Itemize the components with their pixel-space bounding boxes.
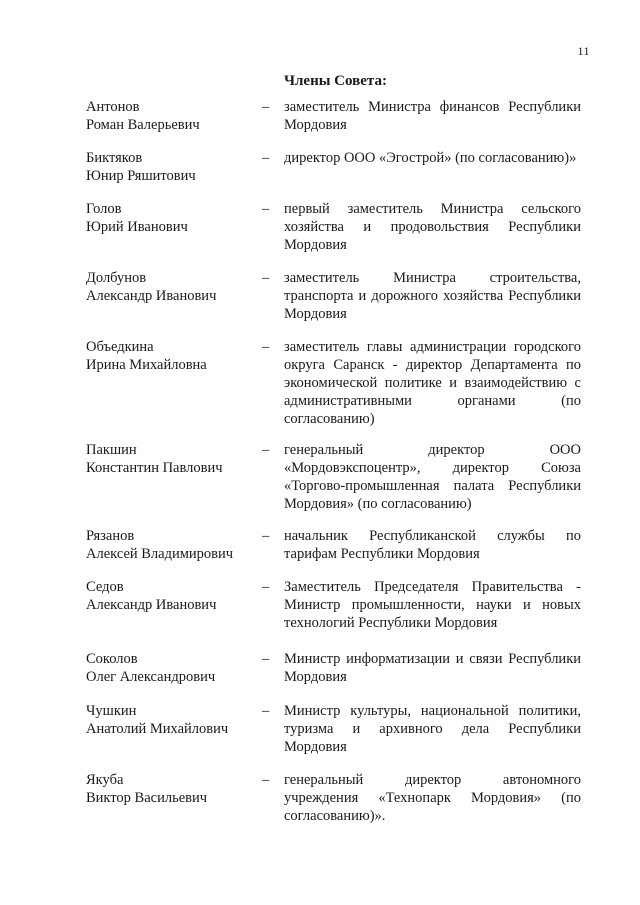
member-given-name: Олег Александрович bbox=[86, 669, 216, 685]
member-given-name: Юрий Иванович bbox=[86, 219, 188, 235]
separator-dash: – bbox=[262, 651, 270, 667]
member-name bbox=[86, 578, 266, 614]
member-given-name: Роман Валерьевич bbox=[86, 117, 200, 133]
member-name bbox=[86, 702, 266, 738]
member-position: директор ООО «Эгострой» (по согласованию)» bbox=[284, 150, 577, 166]
member-surname: Биктяков bbox=[86, 150, 143, 166]
member-name bbox=[86, 771, 266, 807]
member-given-name: Константин Павлович bbox=[86, 460, 223, 476]
member-surname: Пакшин bbox=[86, 442, 137, 458]
separator-dash: – bbox=[262, 579, 270, 595]
member-surname: Якуба bbox=[86, 772, 124, 788]
member-position: заместитель главы администрации городского округа Саранск - директор Департамента по экономической политике и взаимодействию с административными органами (по согласованию) bbox=[284, 339, 581, 427]
member-name bbox=[86, 650, 266, 686]
section-heading: Члены Совета: bbox=[284, 73, 387, 89]
member-given-name: Александр Иванович bbox=[86, 288, 217, 304]
separator-dash: – bbox=[262, 772, 270, 788]
separator-dash: – bbox=[262, 99, 270, 115]
member-position: генеральный директор ООО «Мордовэкспоцентр», директор Союза «Торгово-промышленная палата Республики Мордовия» (по согласованию) bbox=[284, 442, 581, 512]
member-given-name: Анатолий Михайлович bbox=[86, 721, 229, 737]
separator-dash: – bbox=[262, 442, 270, 458]
member-given-name: Виктор Васильевич bbox=[86, 790, 208, 806]
member-position: начальник Республиканской службы по тарифам Республики Мордовия bbox=[284, 528, 581, 562]
member-name bbox=[86, 200, 266, 236]
separator-dash: – bbox=[262, 528, 270, 544]
member-name bbox=[86, 149, 266, 185]
member-given-name: Алексей Владимирович bbox=[86, 546, 234, 562]
separator-dash: – bbox=[262, 703, 270, 719]
member-name bbox=[86, 269, 266, 305]
separator-dash: – bbox=[262, 150, 270, 166]
member-name bbox=[86, 441, 266, 477]
member-name bbox=[86, 338, 266, 374]
member-surname: Чушкин bbox=[86, 703, 137, 719]
member-position: заместитель Министра финансов Республики Мордовия bbox=[284, 99, 581, 133]
separator-dash: – bbox=[262, 201, 270, 217]
member-surname: Объедкина bbox=[86, 339, 154, 355]
member-position: заместитель Министра строительства, транспорта и дорожного хозяйства Республики Мордовия bbox=[284, 270, 581, 322]
member-name bbox=[86, 98, 266, 134]
separator-dash: – bbox=[262, 270, 270, 286]
member-name bbox=[86, 527, 266, 563]
member-position: Министр информатизации и связи Республики Мордовия bbox=[284, 651, 581, 685]
member-surname: Долбунов bbox=[86, 270, 147, 286]
member-surname: Рязанов bbox=[86, 528, 135, 544]
member-surname: Седов bbox=[86, 579, 124, 595]
member-position: первый заместитель Министра сельского хозяйства и продовольствия Республики Мордовия bbox=[284, 201, 581, 253]
member-surname: Антонов bbox=[86, 99, 140, 115]
page-number: 11 bbox=[577, 44, 590, 58]
member-given-name: Александр Иванович bbox=[86, 597, 217, 613]
member-given-name: Ирина Михайловна bbox=[86, 357, 207, 373]
member-position: Министр культуры, национальной политики, туризма и архивного дела Республики Мордовия bbox=[284, 703, 581, 755]
member-position: генеральный директор автономного учреждения «Технопарк Мордовия» (по согласованию)». bbox=[284, 772, 581, 824]
member-surname: Соколов bbox=[86, 651, 138, 667]
member-surname: Голов bbox=[86, 201, 122, 217]
separator-dash: – bbox=[262, 339, 270, 355]
member-given-name: Юнир Ряшитович bbox=[86, 168, 196, 184]
member-position: Заместитель Председателя Правительства - Министр промышленности, науки и новых технологий Республики Мордовия bbox=[284, 579, 581, 631]
